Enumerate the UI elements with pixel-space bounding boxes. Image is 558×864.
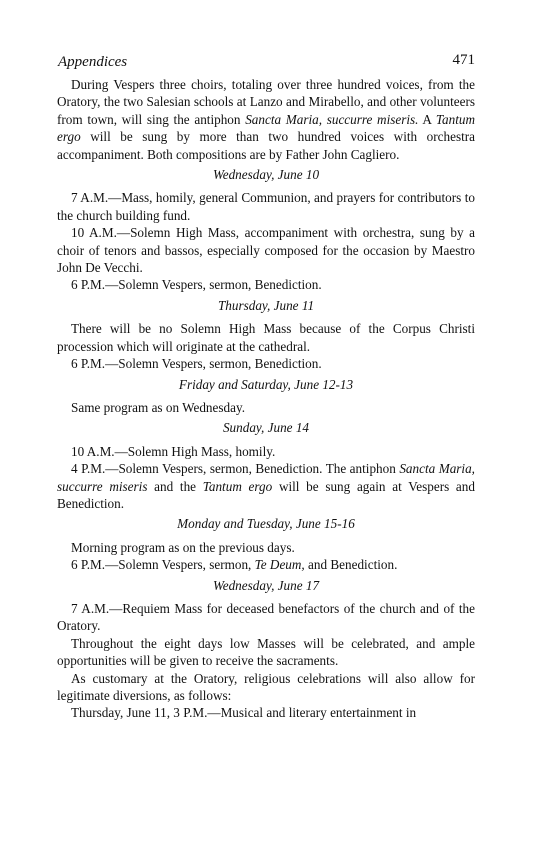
section-heading: Monday and Tuesday, June 15-16 xyxy=(177,516,355,532)
section-heading: Wednesday, June 17 xyxy=(212,577,320,593)
document-page xyxy=(57,54,475,722)
paragraph xyxy=(57,399,475,416)
text-run: Thursday, June 11, 3 P.M.—Musical and literary entertainment in xyxy=(71,705,417,721)
paragraph xyxy=(57,276,475,293)
page-header xyxy=(57,54,475,76)
text-run: 6 P.M.—Solemn Vespers, sermon, xyxy=(71,557,255,573)
text-run: 6 P.M.—Solemn Vespers, sermon, Benediction. xyxy=(71,356,322,372)
text-run: 7 A.M.—Mass, homily, general Communion, and prayers for contributors to the church building fund. xyxy=(57,190,475,223)
page-number: 471 xyxy=(452,52,475,68)
paragraph xyxy=(57,224,475,276)
paragraph xyxy=(57,704,475,721)
paragraph xyxy=(57,556,475,573)
section-heading: Friday and Saturday, June 12-13 xyxy=(178,376,354,392)
text-run: 6 P.M.—Solemn Vespers, sermon, Benediction. xyxy=(71,277,322,293)
italic-text: Sancta Maria, succurre miseris xyxy=(57,461,475,494)
italic-text: Te Deum, xyxy=(254,557,305,573)
running-head: Appendices xyxy=(58,54,128,70)
text-run: Throughout the eight days low Masses will be celebrated, and ample opportunities will be given to receive the sacraments. xyxy=(57,635,475,669)
text-run: Same program as on Wednesday. xyxy=(71,399,245,415)
text-run: 4 P.M.—Solemn Vespers, sermon, Benediction. The antiphon xyxy=(71,461,400,477)
text-run: will be sung by more than two hundred voices with orchestra accompaniment. Both compositions are by Father John Cagliero. xyxy=(57,129,475,162)
text-run: A xyxy=(418,111,436,127)
section-heading: Thursday, June 11 xyxy=(217,297,315,313)
paragraph xyxy=(57,600,475,635)
section-heading: Sunday, June 14 xyxy=(222,420,310,436)
text-run: 7 A.M.—Requiem Mass for deceased benefactors of the church and of the Oratory. xyxy=(57,600,475,634)
italic-text: Tantum ergo xyxy=(202,478,273,494)
paragraph xyxy=(57,539,475,556)
text-run: 10 A.M.—Solemn High Mass, accompaniment with orchestra, sung by a choir of tenors and bassos, especially composed for the occasion by Maestro John De Vecchi. xyxy=(57,225,475,276)
section-heading: Wednesday, June 10 xyxy=(212,167,320,183)
text-run: and Benediction. xyxy=(304,557,398,573)
paragraph xyxy=(57,460,475,512)
text-run: 10 A.M.—Solemn High Mass, homily. xyxy=(71,443,276,459)
document-body xyxy=(57,76,475,722)
italic-text: Sancta Maria, succurre miseris. xyxy=(245,111,419,127)
text-run: Morning program as on the previous days. xyxy=(71,539,295,555)
paragraph xyxy=(57,76,475,163)
paragraph xyxy=(57,635,475,670)
text-run: During Vespers three choirs, totaling over three hundred voices, from the Oratory, the two Salesian schools at Lanzo and Mirabello, and other volunteers from town, will sing the antiphon xyxy=(57,77,475,127)
text-run: As customary at the Oratory, religious celebrations will also allow for legitimate diversions, as follows: xyxy=(57,670,475,703)
paragraph xyxy=(57,189,475,224)
italic-text: Tantum ergo xyxy=(57,111,475,145)
text-run: and the xyxy=(147,478,203,494)
paragraph xyxy=(57,443,475,460)
text-run: will be sung again at Vespers and Benediction. xyxy=(57,478,475,511)
paragraph xyxy=(57,320,475,355)
paragraph xyxy=(57,670,475,705)
text-run: There will be no Solemn High Mass because of the Corpus Christi procession which will originate at the cathedral. xyxy=(57,321,475,354)
paragraph xyxy=(57,355,475,372)
